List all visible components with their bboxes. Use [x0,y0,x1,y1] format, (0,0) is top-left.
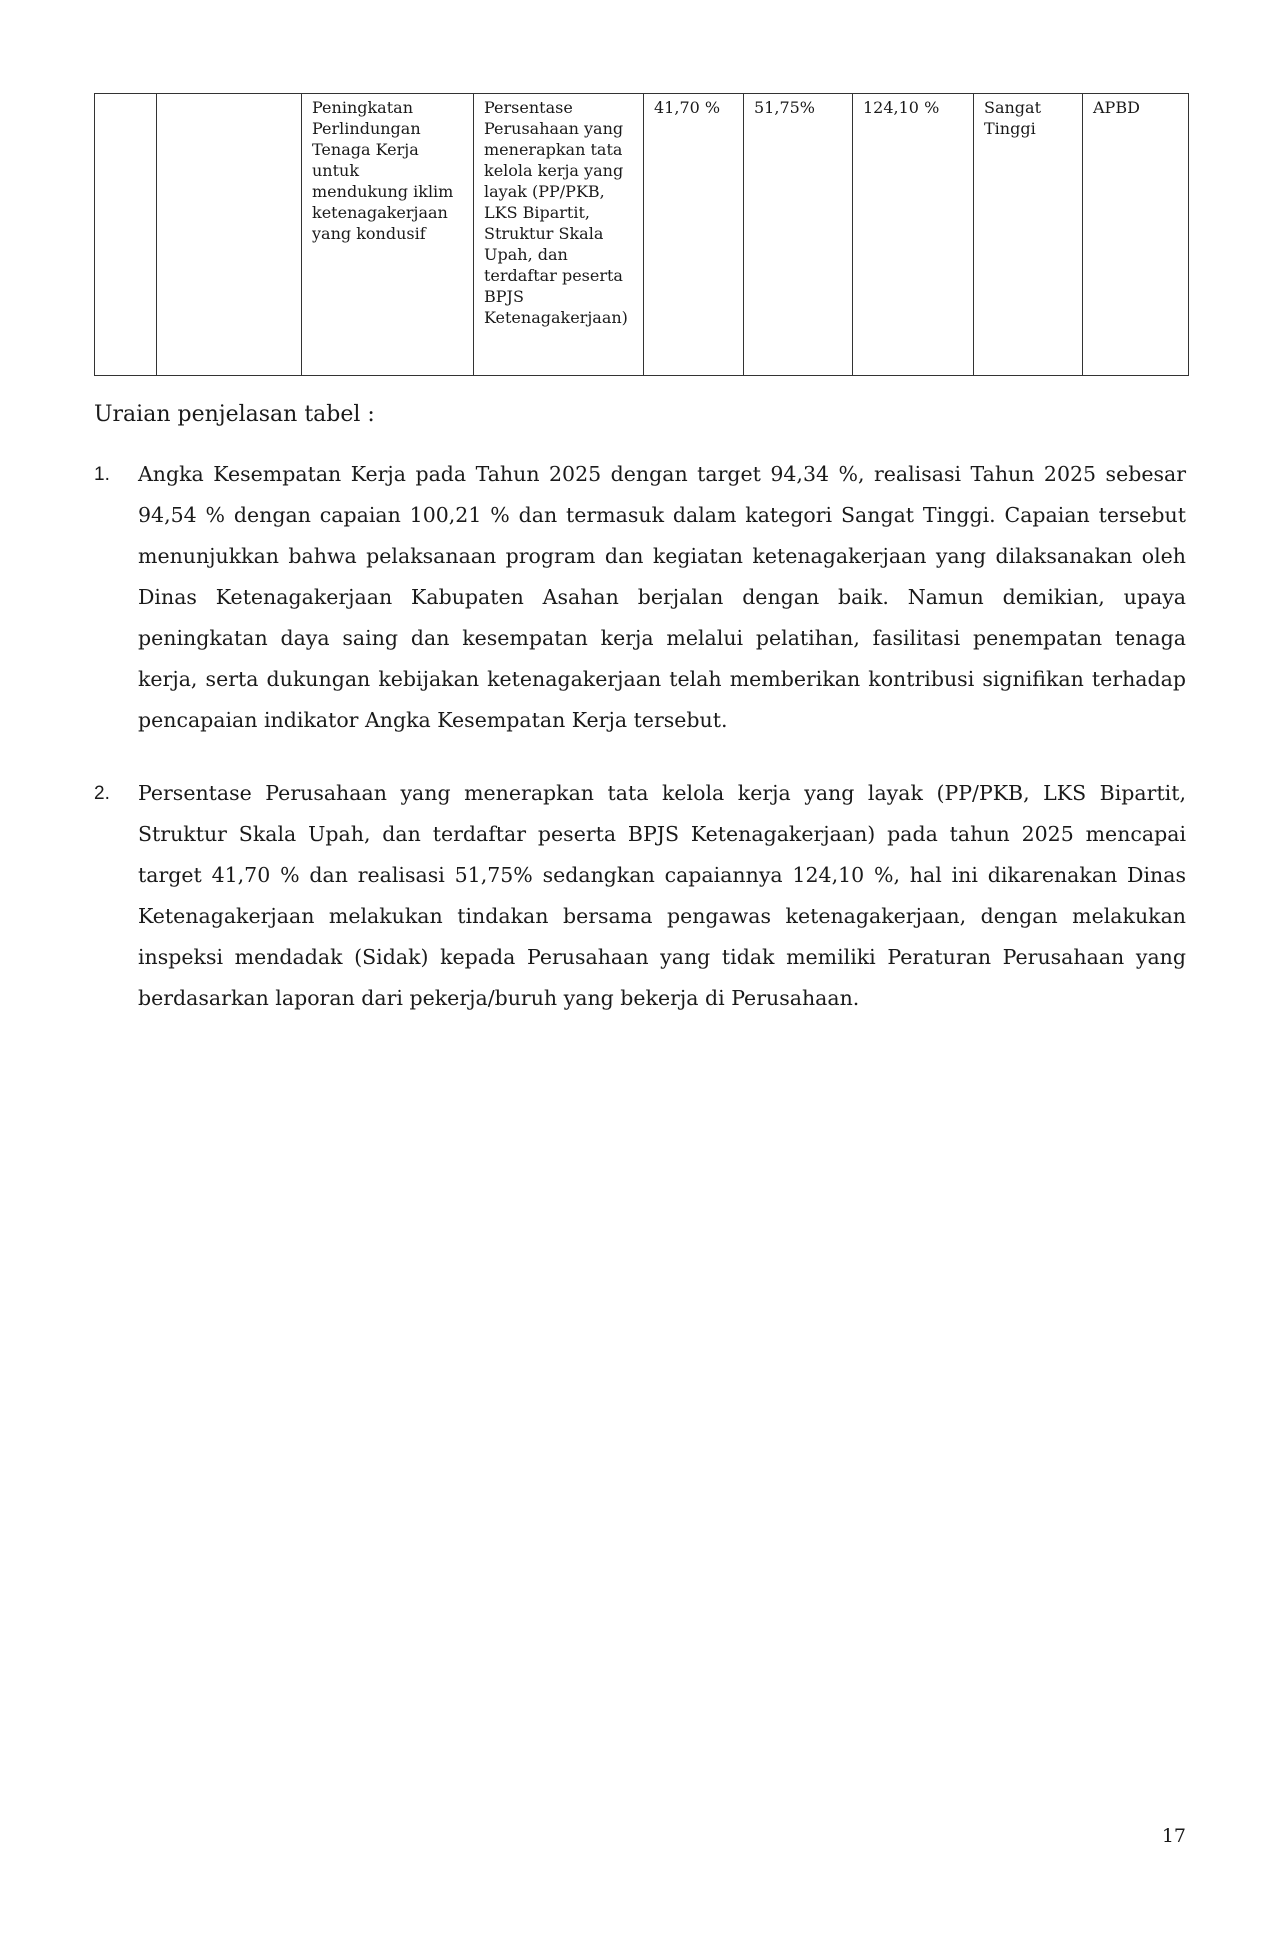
cell-category [974,94,1083,376]
list-item-text: Angka Kesempatan Kerja pada Tahun 2025 dengan target 94,34 %, realisasi Tahun 2025 sebesar 94,54 % dengan capaian 100,21 % dan termasuk dalam kategori Sangat Tinggi. Capaian tersebut menunjukkan bahwa pelaksanaan program dan kegiatan ketenagakerjaan yang dilaksanakan oleh Dinas Ketenagakerjaan Kabupaten Asahan berjalan dengan baik. Namun demikian, upaya peningkatan daya saing dan kesempatan kerja melalui pelatihan, fasilitasi penempatan tenaga kerja, serta dukungan kebijakan ketenagakerjaan telah memberikan kontribusi signifikan terhadap pencapaian indikator Angka Kesempatan Kerja tersebut. [138,462,1186,732]
program-text: Peningkatan Perlindungan Tenaga Kerja untuk mendukung iklim ketenagakerjaan yang kondusif [312,98,454,243]
cell-no [95,94,157,376]
list-item-text: Persentase Perusahaan yang menerapkan tata kelola kerja yang layak (PP/PKB, LKS Bipartit, Struktur Skala Upah, dan terdaftar peserta BPJS Ketenagakerjaan) pada tahun 2025 mencapai target 41,70 % dan realisasi 51,75% sedangkan capaiannya 124,10 %, hal ini dikarenakan Dinas Ketenagakerjaan melakukan tindakan bersama pengawas ketenagakerjaan, dengan melakukan inspeksi mendadak (Sidak) kepada Perusahaan yang tidak memiliki Peraturan Perusahaan yang berdasarkan laporan dari pekerja/buruh yang bekerja di Perusahaan. [138,781,1186,1010]
cell-program [302,94,474,376]
cell-funding [1083,94,1189,376]
list-item [94,454,1186,741]
cell-indicator [474,94,644,376]
cell-target [644,94,744,376]
cell-realization [744,94,853,376]
indicator-text: Persentase Perusahaan yang menerapkan tata kelola kerja yang layak (PP/PKB, LKS Bipartit, Struktur Skala Upah, dan terdaftar peserta BPJS Ketenagakerjaan) [484,98,628,327]
achievement-value: 124,10 % [863,98,940,117]
table-row [95,94,1189,376]
section-heading: Uraian penjelasan tabel : [94,402,375,427]
list-item-number: 1. [94,464,110,485]
indicator-table [94,93,1189,376]
indicator-table-container [94,93,1188,376]
page-number: 17 [1161,1825,1186,1847]
cell-goal [157,94,302,376]
cell-achievement [853,94,974,376]
list-item-number: 2. [94,783,110,804]
list-item [94,773,1186,1019]
target-value: 41,70 % [654,98,721,117]
category-value: Sangat Tinggi [984,98,1042,138]
realization-value: 51,75% [754,98,816,117]
funding-value: APBD [1093,98,1140,117]
